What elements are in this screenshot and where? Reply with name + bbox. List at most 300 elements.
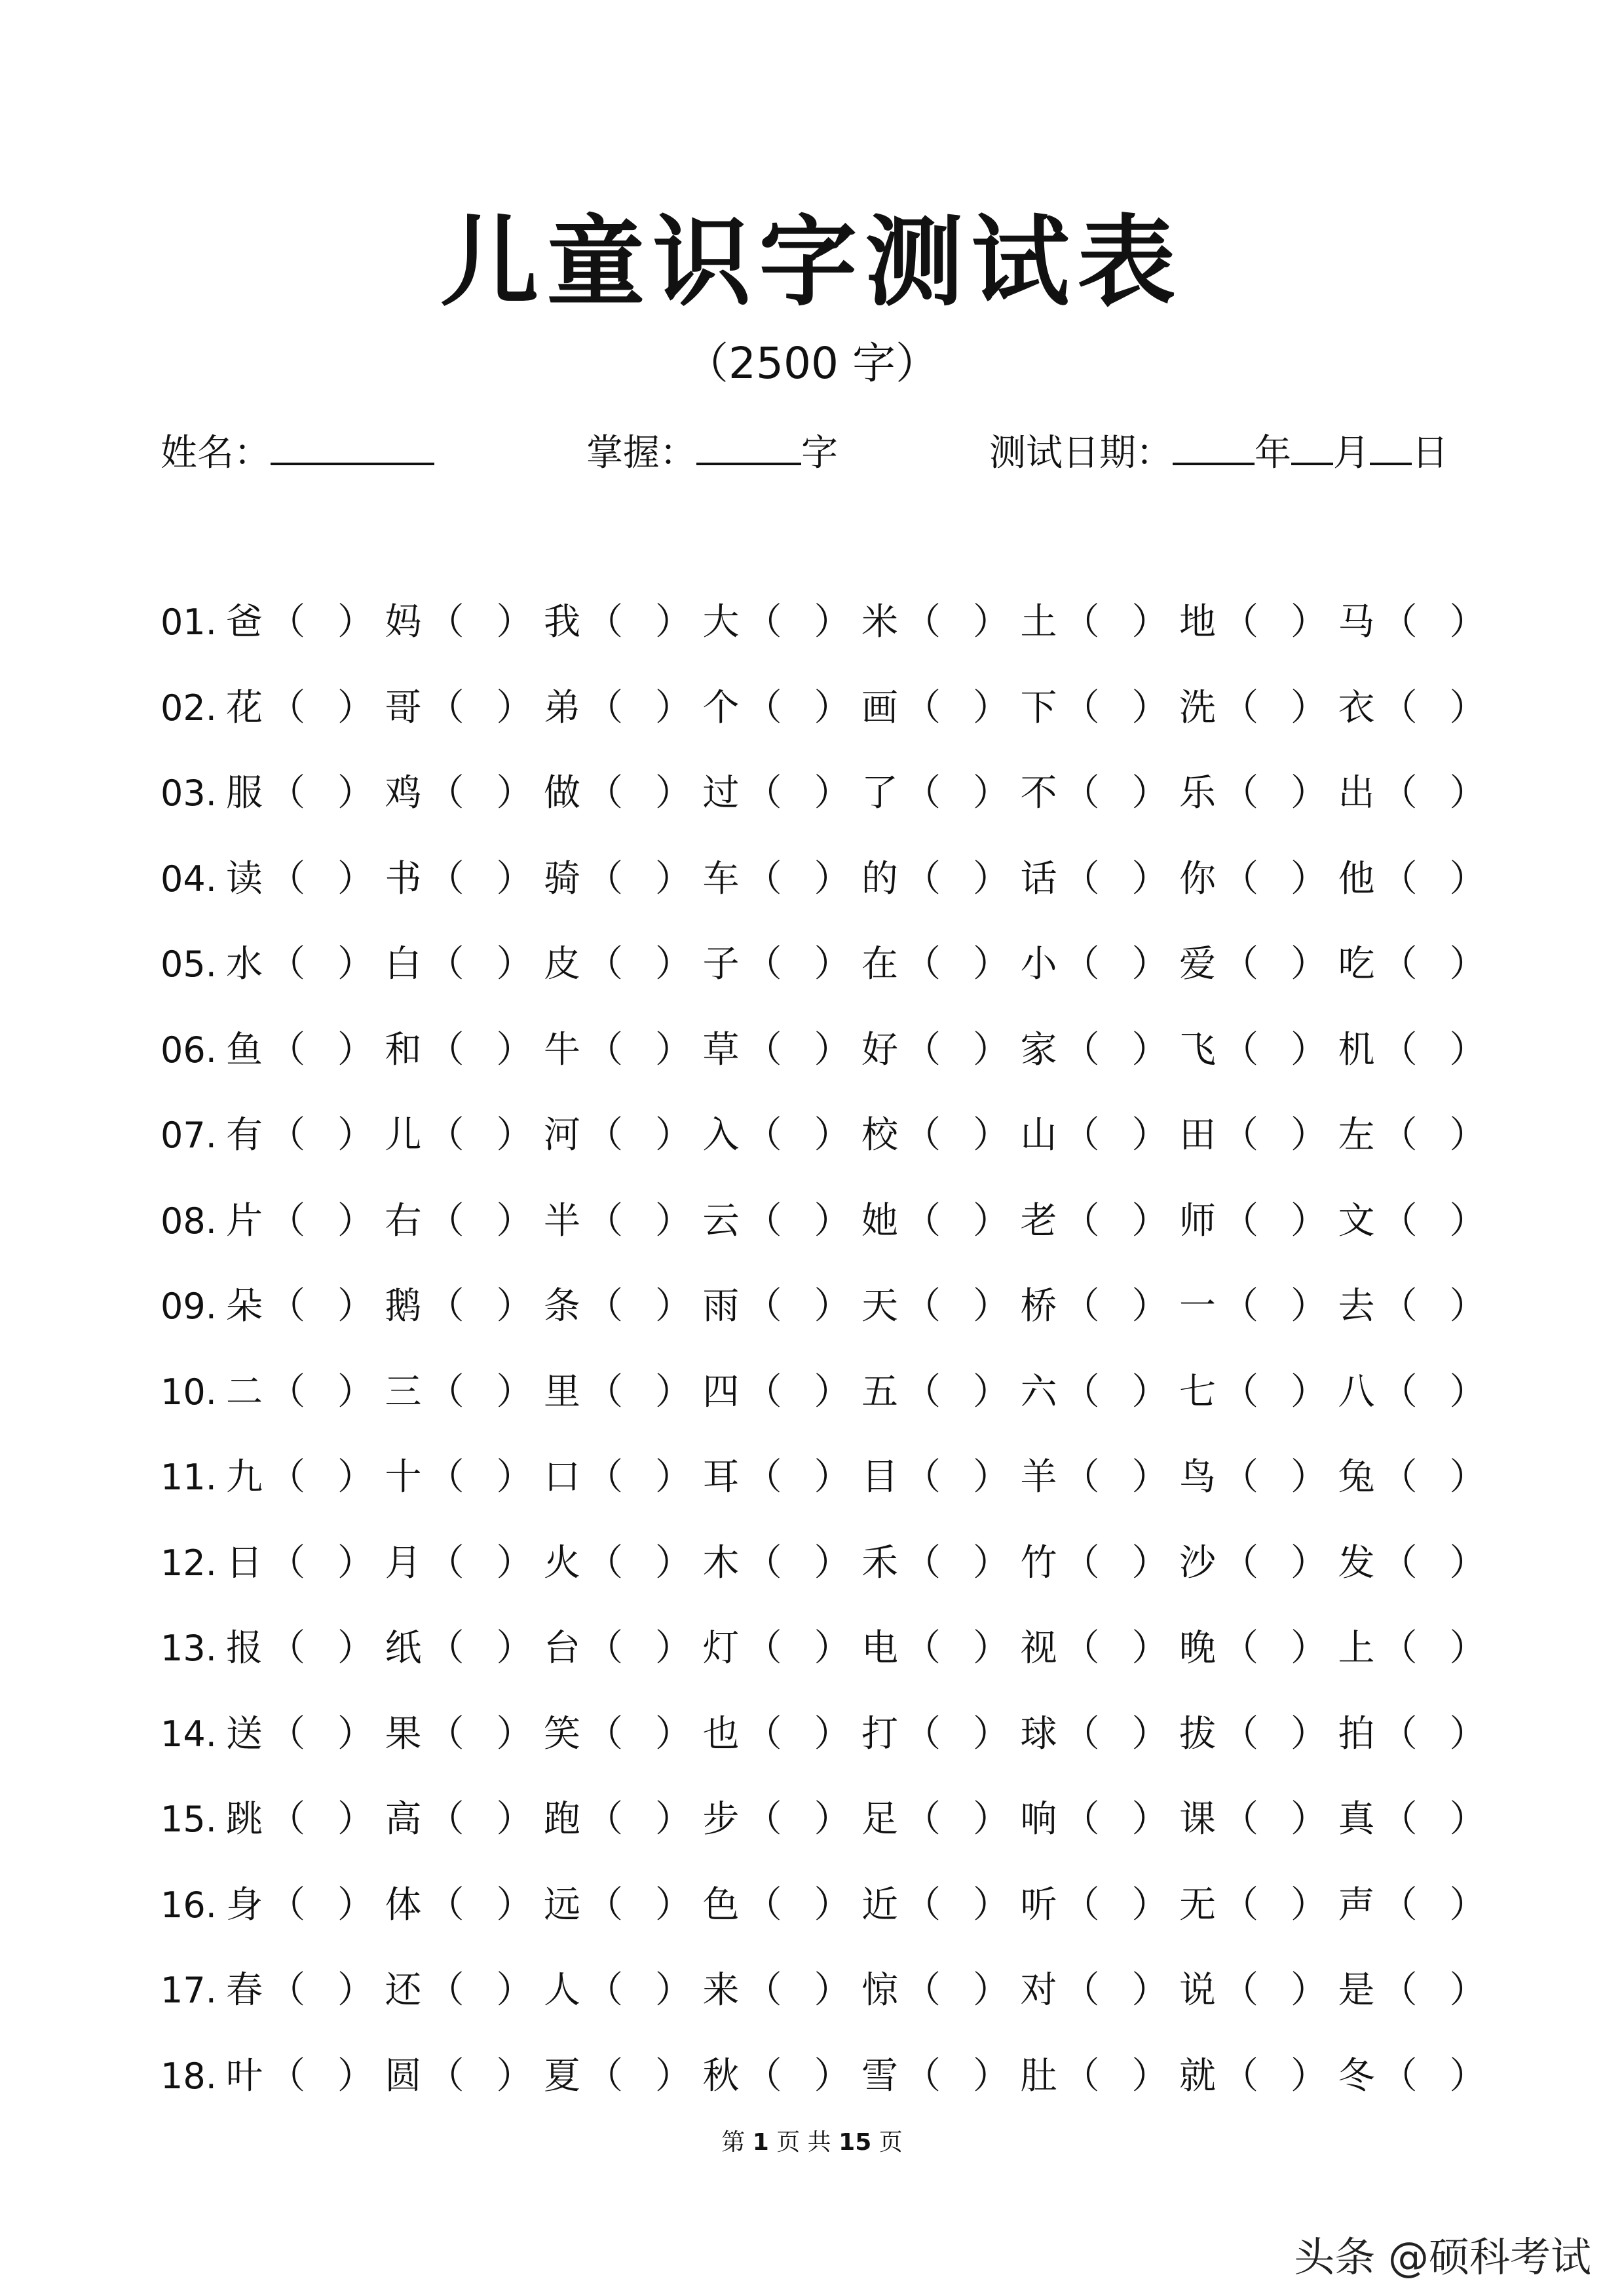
test-character: 人 xyxy=(544,1969,580,2012)
answer-paren-open: （ xyxy=(1380,1883,1418,1926)
answer-paren-close: ） xyxy=(496,772,533,814)
table-row xyxy=(161,1961,1490,2020)
answer-paren-open: （ xyxy=(1222,601,1258,643)
answer-paren-close: ） xyxy=(814,1199,851,1242)
answer-paren-open: （ xyxy=(1063,1712,1100,1755)
test-character: 来 xyxy=(702,1969,740,2012)
test-character: 送 xyxy=(226,1712,263,1755)
answer-paren-open: （ xyxy=(1222,2054,1258,2097)
answer-paren-open: （ xyxy=(1063,1969,1100,2012)
answer-paren-close: ） xyxy=(496,1712,533,1755)
answer-paren-open: （ xyxy=(1380,772,1418,814)
test-character: 文 xyxy=(1338,1199,1375,1242)
answer-paren-close: ） xyxy=(655,1712,692,1755)
answer-paren-close: ） xyxy=(1449,1883,1486,1926)
test-character: 水 xyxy=(226,943,263,985)
test-character: 口 xyxy=(544,1456,580,1499)
answer-paren-open: （ xyxy=(586,1370,623,1413)
test-character: 衣 xyxy=(1338,686,1375,729)
answer-paren-open: （ xyxy=(269,1798,305,1841)
test-character: 的 xyxy=(861,857,898,900)
answer-paren-open: （ xyxy=(1063,1456,1100,1499)
answer-paren-open: （ xyxy=(427,2054,464,2097)
answer-paren-open: （ xyxy=(427,1541,464,1584)
answer-paren-open: （ xyxy=(1380,943,1418,985)
answer-paren-close: ） xyxy=(973,1028,1010,1071)
table-row xyxy=(161,935,1490,994)
answer-paren-close: ） xyxy=(1291,1883,1327,1926)
answer-paren-open: （ xyxy=(1380,686,1418,729)
test-character: 车 xyxy=(702,857,740,900)
footer-page-number: 1 xyxy=(752,2129,769,2156)
answer-paren-close: ） xyxy=(496,943,533,985)
answer-paren-close: ） xyxy=(337,1114,374,1157)
answer-paren-open: （ xyxy=(269,857,305,900)
answer-paren-open: （ xyxy=(1063,1627,1100,1670)
answer-paren-close: ） xyxy=(814,2054,851,2097)
answer-paren-close: ） xyxy=(814,1627,851,1670)
answer-paren-open: （ xyxy=(1063,686,1100,729)
answer-paren-close: ） xyxy=(1291,1541,1327,1584)
answer-paren-close: ） xyxy=(337,686,374,729)
table-row xyxy=(161,1876,1490,1935)
test-character: 花 xyxy=(226,686,263,729)
test-character: 跳 xyxy=(226,1798,263,1841)
answer-paren-open: （ xyxy=(745,1456,782,1499)
answer-paren-close: ） xyxy=(1291,1969,1327,2012)
test-character: 鸟 xyxy=(1179,1456,1216,1499)
table-row xyxy=(161,1790,1490,1849)
test-character: 不 xyxy=(1020,772,1057,814)
test-character: 高 xyxy=(385,1798,422,1841)
table-row xyxy=(161,1021,1490,1080)
test-character: 四 xyxy=(702,1370,740,1413)
answer-paren-open: （ xyxy=(1063,943,1100,985)
test-character: 色 xyxy=(702,1883,740,1926)
answer-paren-open: （ xyxy=(427,1285,464,1328)
answer-paren-close: ） xyxy=(1131,1456,1169,1499)
answer-paren-open: （ xyxy=(1380,1627,1418,1670)
answer-paren-open: （ xyxy=(427,686,464,729)
answer-paren-open: （ xyxy=(269,1199,305,1242)
answer-paren-close: ） xyxy=(1291,1285,1327,1328)
test-character: 也 xyxy=(702,1712,740,1755)
test-character: 台 xyxy=(544,1627,580,1670)
answer-paren-open: （ xyxy=(586,772,623,814)
answer-paren-open: （ xyxy=(1063,1285,1100,1328)
test-character: 日 xyxy=(226,1541,263,1584)
answer-paren-open: （ xyxy=(427,1370,464,1413)
row-number: 18. xyxy=(161,2055,217,2097)
test-character: 冬 xyxy=(1338,2054,1375,2097)
answer-paren-close: ） xyxy=(814,686,851,729)
table-row xyxy=(161,593,1490,652)
test-character: 小 xyxy=(1020,943,1057,985)
answer-paren-close: ） xyxy=(337,1969,374,2012)
answer-paren-close: ） xyxy=(814,857,851,900)
answer-paren-close: ） xyxy=(337,1798,374,1841)
answer-paren-close: ） xyxy=(496,1883,533,1926)
test-character: 笑 xyxy=(544,1712,580,1755)
test-character: 禾 xyxy=(861,1541,898,1584)
test-character: 课 xyxy=(1179,1798,1216,1841)
test-character: 电 xyxy=(861,1627,898,1670)
answer-paren-open: （ xyxy=(745,1285,782,1328)
answer-paren-close: ） xyxy=(973,686,1010,729)
test-character: 鱼 xyxy=(226,1028,263,1071)
answer-paren-close: ） xyxy=(1131,1028,1169,1071)
answer-paren-close: ） xyxy=(1449,1285,1486,1328)
test-character: 吃 xyxy=(1338,943,1375,985)
answer-paren-close: ） xyxy=(1291,686,1327,729)
test-character: 球 xyxy=(1020,1712,1057,1755)
test-character: 跑 xyxy=(544,1798,580,1841)
answer-paren-open: （ xyxy=(904,1969,941,2012)
answer-paren-open: （ xyxy=(427,1712,464,1755)
test-character: 就 xyxy=(1179,2054,1216,2097)
answer-paren-close: ） xyxy=(1131,772,1169,814)
answer-paren-close: ） xyxy=(973,1883,1010,1926)
table-row xyxy=(161,850,1490,909)
test-character: 耳 xyxy=(702,1456,740,1499)
test-character: 肚 xyxy=(1020,2054,1057,2097)
table-row xyxy=(161,1277,1490,1336)
test-character: 打 xyxy=(861,1712,898,1755)
year-label: 年 xyxy=(1255,432,1291,474)
test-character: 田 xyxy=(1179,1114,1216,1157)
answer-paren-close: ） xyxy=(973,601,1010,643)
test-character: 八 xyxy=(1338,1370,1375,1413)
answer-paren-open: （ xyxy=(745,1883,782,1926)
test-character: 师 xyxy=(1179,1199,1216,1242)
row-number: 05. xyxy=(161,944,217,985)
test-character: 报 xyxy=(226,1627,263,1670)
answer-paren-open: （ xyxy=(745,1798,782,1841)
answer-paren-open: （ xyxy=(269,1969,305,2012)
page-title: 儿童识字测试表 xyxy=(440,204,1184,320)
test-character: 无 xyxy=(1179,1883,1216,1926)
test-character: 鸡 xyxy=(385,772,422,814)
test-character: 飞 xyxy=(1179,1028,1216,1071)
answer-paren-close: ） xyxy=(1131,857,1169,900)
test-character: 天 xyxy=(861,1285,898,1328)
answer-paren-open: （ xyxy=(427,943,464,985)
row-number: 03. xyxy=(161,773,217,814)
table-row xyxy=(161,679,1490,738)
answer-paren-open: （ xyxy=(1380,1114,1418,1157)
answer-paren-close: ） xyxy=(1449,1712,1486,1755)
answer-paren-close: ） xyxy=(1291,1114,1327,1157)
answer-paren-close: ） xyxy=(655,1028,692,1071)
test-character: 远 xyxy=(544,1883,580,1926)
answer-paren-open: （ xyxy=(745,1370,782,1413)
test-character: 话 xyxy=(1020,857,1057,900)
test-character: 鹅 xyxy=(385,1285,422,1328)
answer-paren-open: （ xyxy=(427,1969,464,2012)
answer-paren-close: ） xyxy=(337,1370,374,1413)
answer-paren-close: ） xyxy=(1449,943,1486,985)
answer-paren-open: （ xyxy=(1380,1969,1418,2012)
answer-paren-close: ） xyxy=(496,1114,533,1157)
test-character: 条 xyxy=(544,1285,580,1328)
answer-paren-open: （ xyxy=(1222,943,1258,985)
answer-paren-open: （ xyxy=(586,1969,623,2012)
answer-paren-close: ） xyxy=(337,601,374,643)
answer-paren-close: ） xyxy=(655,686,692,729)
answer-paren-close: ） xyxy=(496,1627,533,1670)
answer-paren-close: ） xyxy=(655,1883,692,1926)
answer-paren-open: （ xyxy=(1222,1199,1258,1242)
table-row xyxy=(161,1106,1490,1165)
answer-paren-open: （ xyxy=(269,772,305,814)
test-character: 步 xyxy=(702,1798,740,1841)
answer-paren-close: ） xyxy=(1291,601,1327,643)
answer-paren-open: （ xyxy=(269,943,305,985)
answer-paren-close: ） xyxy=(1449,1969,1486,2012)
watermark: 头条 @硕科考试 xyxy=(1294,2233,1591,2281)
row-number: 15. xyxy=(161,1799,217,1840)
test-character: 大 xyxy=(702,601,740,643)
test-character: 拍 xyxy=(1338,1712,1375,1755)
master-label: 掌握： xyxy=(586,432,696,474)
test-character: 雨 xyxy=(702,1285,740,1328)
test-character: 里 xyxy=(544,1370,580,1413)
test-character: 十 xyxy=(385,1456,422,1499)
answer-paren-open: （ xyxy=(745,1712,782,1755)
answer-paren-close: ） xyxy=(1291,1028,1327,1071)
answer-paren-close: ） xyxy=(655,601,692,643)
answer-paren-close: ） xyxy=(1291,772,1327,814)
name-field xyxy=(161,419,434,485)
answer-paren-close: ） xyxy=(1449,1199,1486,1242)
answer-paren-open: （ xyxy=(1380,2054,1418,2097)
answer-paren-open: （ xyxy=(269,1541,305,1584)
answer-paren-close: ） xyxy=(814,1712,851,1755)
answer-paren-open: （ xyxy=(745,1627,782,1670)
answer-paren-close: ） xyxy=(337,857,374,900)
test-character: 服 xyxy=(226,772,263,814)
test-character: 地 xyxy=(1179,601,1216,643)
answer-paren-close: ） xyxy=(1131,1969,1169,2012)
answer-paren-close: ） xyxy=(1131,601,1169,643)
answer-paren-close: ） xyxy=(496,2054,533,2097)
master-blank[interactable] xyxy=(696,419,801,465)
test-character: 子 xyxy=(702,943,740,985)
test-character: 羊 xyxy=(1020,1456,1057,1499)
answer-paren-close: ） xyxy=(1131,1370,1169,1413)
answer-paren-open: （ xyxy=(1380,1798,1418,1841)
answer-paren-close: ） xyxy=(1449,1456,1486,1499)
answer-paren-open: （ xyxy=(427,1883,464,1926)
answer-paren-close: ） xyxy=(496,857,533,900)
answer-paren-close: ） xyxy=(814,1114,851,1157)
answer-paren-open: （ xyxy=(904,1028,941,1071)
answer-paren-close: ） xyxy=(1291,1199,1327,1242)
answer-paren-open: （ xyxy=(904,943,941,985)
test-character: 还 xyxy=(385,1969,422,2012)
test-character: 下 xyxy=(1020,686,1057,729)
test-character: 弟 xyxy=(544,686,580,729)
test-character: 和 xyxy=(385,1028,422,1071)
answer-paren-close: ） xyxy=(1131,1883,1169,1926)
answer-paren-close: ） xyxy=(1291,943,1327,985)
day-blank[interactable] xyxy=(1370,419,1412,465)
answer-paren-open: （ xyxy=(904,1627,941,1670)
test-character: 是 xyxy=(1338,1969,1375,2012)
test-character: 山 xyxy=(1020,1114,1057,1157)
test-character: 雪 xyxy=(861,2054,898,2097)
answer-paren-close: ） xyxy=(1131,1798,1169,1841)
answer-paren-open: （ xyxy=(586,1798,623,1841)
year-blank[interactable] xyxy=(1173,419,1255,465)
answer-paren-open: （ xyxy=(1380,1541,1418,1584)
test-character: 她 xyxy=(861,1199,898,1242)
answer-paren-open: （ xyxy=(1380,1028,1418,1071)
test-character: 二 xyxy=(226,1370,263,1413)
answer-paren-close: ） xyxy=(973,1969,1010,2012)
test-character: 牛 xyxy=(544,1028,580,1071)
answer-paren-close: ） xyxy=(1131,1541,1169,1584)
answer-paren-close: ） xyxy=(973,1199,1010,1242)
answer-paren-close: ） xyxy=(337,1456,374,1499)
answer-paren-close: ） xyxy=(973,1114,1010,1157)
test-character: 春 xyxy=(226,1969,263,2012)
test-character: 叶 xyxy=(226,2054,263,2097)
answer-paren-open: （ xyxy=(586,601,623,643)
answer-paren-open: （ xyxy=(1063,1541,1100,1584)
answer-paren-close: ） xyxy=(655,1969,692,2012)
test-character: 骑 xyxy=(544,857,580,900)
table-row xyxy=(161,1534,1490,1593)
answer-paren-open: （ xyxy=(1063,2054,1100,2097)
answer-paren-open: （ xyxy=(586,1541,623,1584)
answer-paren-close: ） xyxy=(655,857,692,900)
row-number: 06. xyxy=(161,1029,217,1071)
answer-paren-open: （ xyxy=(745,772,782,814)
test-character: 妈 xyxy=(385,601,422,643)
answer-paren-open: （ xyxy=(1222,1712,1258,1755)
name-blank[interactable] xyxy=(271,419,434,465)
answer-paren-open: （ xyxy=(745,1541,782,1584)
answer-paren-open: （ xyxy=(586,1114,623,1157)
test-character: 入 xyxy=(702,1114,740,1157)
row-number: 17. xyxy=(161,1970,217,2011)
test-character: 体 xyxy=(385,1883,422,1926)
answer-paren-open: （ xyxy=(1380,1199,1418,1242)
answer-paren-close: ） xyxy=(1131,943,1169,985)
answer-paren-open: （ xyxy=(1063,601,1100,643)
answer-paren-open: （ xyxy=(427,1114,464,1157)
month-blank[interactable] xyxy=(1291,419,1333,465)
test-character: 爸 xyxy=(226,601,263,643)
answer-paren-open: （ xyxy=(904,1541,941,1584)
test-character: 了 xyxy=(861,772,898,814)
answer-paren-close: ） xyxy=(655,1114,692,1157)
answer-paren-close: ） xyxy=(655,1370,692,1413)
answer-paren-open: （ xyxy=(745,686,782,729)
answer-paren-open: （ xyxy=(586,1456,623,1499)
answer-paren-open: （ xyxy=(269,1114,305,1157)
test-character: 七 xyxy=(1179,1370,1216,1413)
answer-paren-open: （ xyxy=(586,943,623,985)
test-character: 你 xyxy=(1179,857,1216,900)
table-row xyxy=(161,764,1490,823)
test-character: 草 xyxy=(702,1028,740,1071)
row-number: 10. xyxy=(161,1371,217,1413)
row-number: 07. xyxy=(161,1115,217,1156)
answer-paren-open: （ xyxy=(745,1969,782,2012)
answer-paren-close: ） xyxy=(337,1028,374,1071)
answer-paren-close: ） xyxy=(1131,1627,1169,1670)
answer-paren-close: ） xyxy=(973,1627,1010,1670)
answer-paren-open: （ xyxy=(586,686,623,729)
answer-paren-close: ） xyxy=(337,1541,374,1584)
answer-paren-open: （ xyxy=(269,1285,305,1328)
answer-paren-close: ） xyxy=(1131,1199,1169,1242)
test-character: 沙 xyxy=(1179,1541,1216,1584)
test-character: 出 xyxy=(1338,772,1375,814)
footer-mid: 页 共 xyxy=(768,2129,839,2156)
answer-paren-close: ） xyxy=(496,1028,533,1071)
answer-paren-close: ） xyxy=(496,1541,533,1584)
answer-paren-close: ） xyxy=(655,1798,692,1841)
answer-paren-close: ） xyxy=(1291,1370,1327,1413)
answer-paren-open: （ xyxy=(1222,1028,1258,1071)
answer-paren-open: （ xyxy=(586,1285,623,1328)
answer-paren-close: ） xyxy=(1291,857,1327,900)
answer-paren-open: （ xyxy=(427,1028,464,1071)
test-character: 皮 xyxy=(544,943,580,985)
test-character: 月 xyxy=(385,1541,422,1584)
answer-paren-open: （ xyxy=(904,1883,941,1926)
date-field xyxy=(989,419,1448,485)
table-row xyxy=(161,2047,1490,2106)
answer-paren-close: ） xyxy=(814,1541,851,1584)
master-field xyxy=(586,419,838,485)
answer-paren-close: ） xyxy=(655,2054,692,2097)
test-character: 近 xyxy=(861,1883,898,1926)
answer-paren-close: ） xyxy=(496,1370,533,1413)
test-character: 拔 xyxy=(1179,1712,1216,1755)
answer-paren-open: （ xyxy=(269,1712,305,1755)
table-row xyxy=(161,1448,1490,1507)
test-character: 好 xyxy=(861,1028,898,1071)
answer-paren-open: （ xyxy=(1380,601,1418,643)
answer-paren-open: （ xyxy=(904,857,941,900)
footer-post: 页 xyxy=(871,2129,903,2156)
answer-paren-close: ） xyxy=(814,1370,851,1413)
answer-paren-open: （ xyxy=(269,1370,305,1413)
test-character: 家 xyxy=(1020,1028,1057,1071)
month-label: 月 xyxy=(1333,432,1370,474)
answer-paren-close: ） xyxy=(1449,1114,1486,1157)
test-character: 发 xyxy=(1338,1541,1375,1584)
answer-paren-open: （ xyxy=(904,1370,941,1413)
answer-paren-open: （ xyxy=(1222,1883,1258,1926)
answer-paren-open: （ xyxy=(1063,857,1100,900)
answer-paren-open: （ xyxy=(269,2054,305,2097)
answer-paren-close: ） xyxy=(337,772,374,814)
answer-paren-close: ） xyxy=(337,1285,374,1328)
answer-paren-open: （ xyxy=(1063,1370,1100,1413)
test-character: 在 xyxy=(861,943,898,985)
test-character: 老 xyxy=(1020,1199,1057,1242)
answer-paren-close: ） xyxy=(655,1627,692,1670)
answer-paren-open: （ xyxy=(904,1285,941,1328)
answer-paren-close: ） xyxy=(655,1199,692,1242)
test-character: 去 xyxy=(1338,1285,1375,1328)
answer-paren-open: （ xyxy=(745,857,782,900)
